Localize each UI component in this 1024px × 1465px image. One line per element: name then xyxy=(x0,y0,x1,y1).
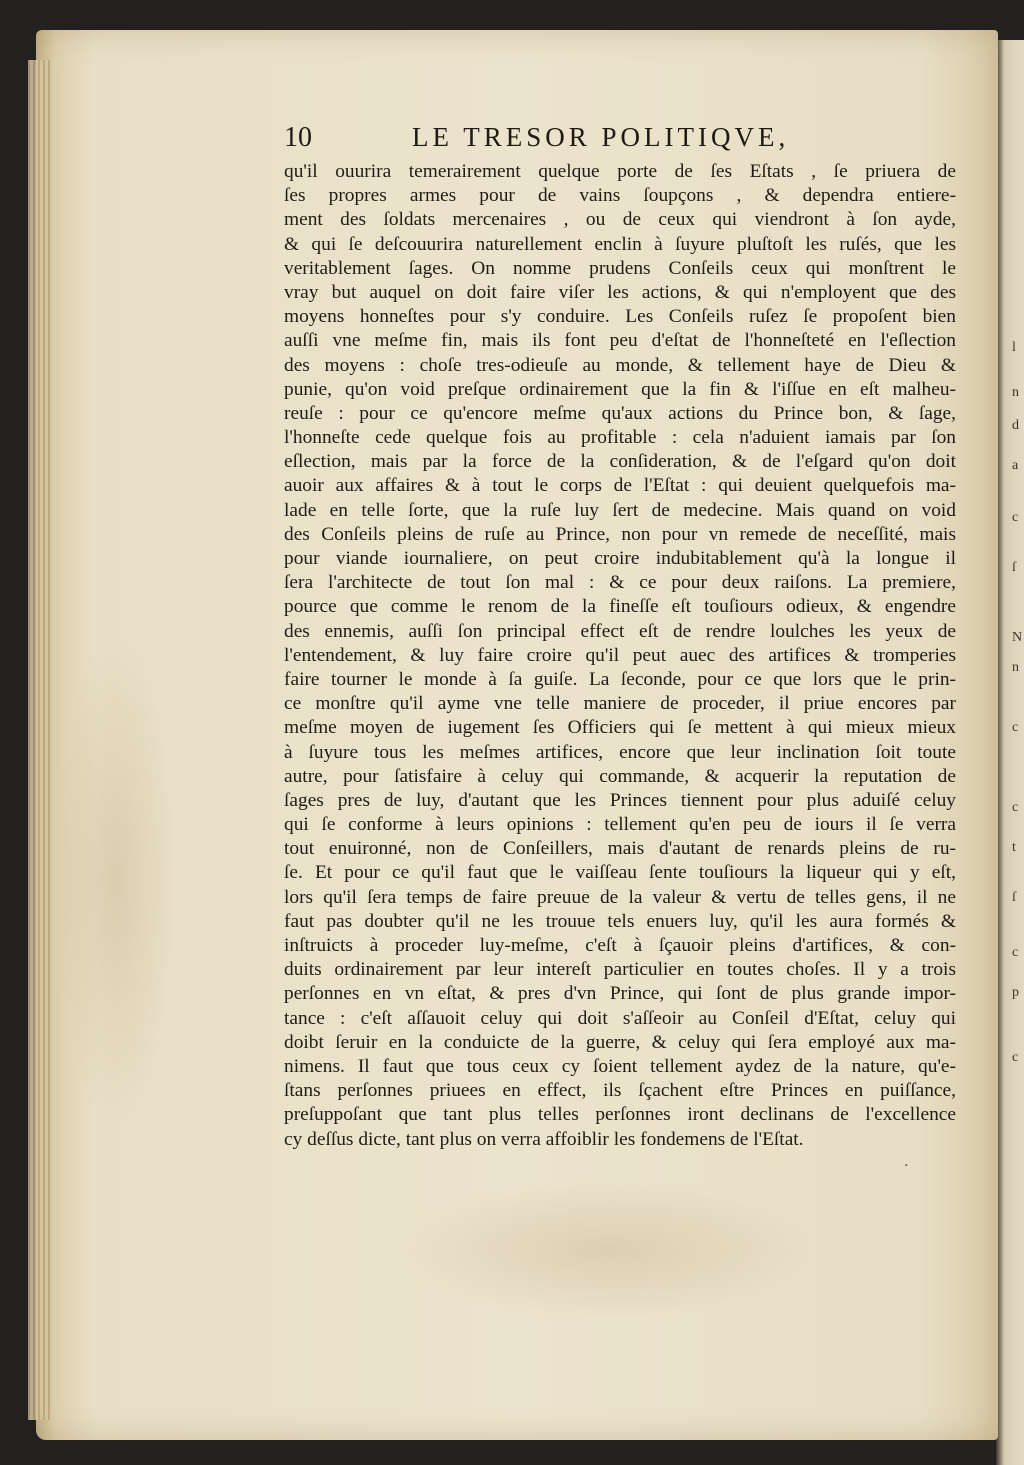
text-line: ſera l'architecte de tout ſon mal : & ce pour deux raiſons. La premiere, xyxy=(284,572,956,594)
text-line: ſtans perſonnes priuees en effect, ils ſçachent eſtre Princes en puiſſance, xyxy=(284,1080,956,1102)
margin-letter: n xyxy=(1012,660,1019,675)
margin-letter: c xyxy=(1012,945,1019,960)
margin-letter: p xyxy=(1012,985,1019,1000)
text-line: tout enuironné, non de Conſeillers, mais d'autant de renards pleins de ru- xyxy=(284,838,956,860)
text-line: inſtruicts à proceder luy-meſme, c'eſt à ſçauoir pleins d'artifices, & con- xyxy=(284,935,956,956)
text-line: reuſe : pour ce qu'encore meſme qu'aux actions du Prince bon, & ſage, xyxy=(284,402,956,424)
margin-letter: c xyxy=(1012,720,1019,735)
text-line: autre, pour ſatisfaire à celuy qui commande, & acquerir la reputation de xyxy=(284,765,956,787)
text-line: ſages pres de luy, d'autant que les Princes tiennent pour plus aduiſé celuy xyxy=(284,789,956,811)
text-line: qu'il ouurira temerairement quelque porte de ſes Eſtats , ſe priuera de xyxy=(284,161,956,182)
text-line: qui ſe conforme à leurs opinions : tellement qu'en peu de iours il ſe verra xyxy=(284,814,956,836)
paper-stain xyxy=(396,1180,816,1320)
margin-letter: l xyxy=(1012,340,1016,355)
margin-letter: N xyxy=(1012,630,1023,645)
text-line: des moyens : choſe tres-odieuſe au monde, & tellement haye de Dieu & xyxy=(284,354,956,376)
text-line: veritablement ſages. On nomme prudens Conſeils ceux qui monſtrent le xyxy=(284,257,956,279)
margin-letter: a xyxy=(1012,458,1019,473)
text-line: lade en telle ſorte, que la ruſe luy ſert de medecine. Mais quand on void xyxy=(284,499,956,521)
text-line: ment des ſoldats mercenaires , ou de ceux qui viendront à ſon ayde, xyxy=(284,209,956,231)
text-line: l'honneſte cede quelque fois au profitable : cela n'aduient iamais par ſon xyxy=(284,427,956,449)
facing-page-edge xyxy=(996,40,1024,1465)
text-line: vray but auquel on doit faire viſer les actions, & qui n'employent que des xyxy=(284,281,956,303)
ink-mark-icon: · xyxy=(904,1158,909,1174)
text-line: moyens honneſtes pour s'y conduire. Les Conſeils ruſez ſe propoſent bien xyxy=(284,306,956,328)
margin-letter: c xyxy=(1012,510,1019,525)
margin-letter: n xyxy=(1012,385,1019,400)
text-line: auſſi vne meſme fin, mais ils font peu d'eſtat de l'honneſteté en l'eſlection xyxy=(284,330,956,352)
text-line: l'entendement, & luy faire croire qu'il peut auec des artifices & tromperies xyxy=(284,644,956,666)
body-text xyxy=(284,160,956,1152)
text-line: ſe. Et pour ce qu'il faut que le vaiſſeau ſente touſiours la liqueur qui y eſt, xyxy=(284,862,956,884)
page-number: 10 xyxy=(284,122,312,153)
text-line: & qui ſe deſcouurira naturellement enclin à ſuyure pluſtoſt les ruſés, que les xyxy=(284,233,956,255)
text-line: des Conſeils pleins de ruſe au Prince, non pour vn remede de neceſſité, mais xyxy=(284,523,956,545)
text-line: nimens. Il faut que tous ceux cy ſoient tellement aydez de la nature, qu'e- xyxy=(284,1055,956,1077)
page-header xyxy=(0,122,1024,162)
text-line: ce monſtre qu'il ayme vne telle maniere de proceder, il priue encores par xyxy=(284,693,956,715)
margin-letter: ſ xyxy=(1012,890,1016,905)
text-line: pour viande iournaliere, on peut croire indubitablement qu'à la longue il xyxy=(284,548,956,569)
text-line: des ennemis, auſſi ſon principal effect eſt de rendre loulches les yeux de xyxy=(284,620,956,642)
margin-letter: c xyxy=(1012,1050,1019,1065)
text-line: faire tourner le monde à ſa guiſe. La ſeconde, pour ce que lors que le prin- xyxy=(284,668,956,690)
text-line: faut pas doubter qu'il ne les trouue tels enuers luy, qu'il les aura formés & xyxy=(284,910,956,932)
text-line: eſlection, mais par la force de la conſideration, & de l'eſgard qu'on doit xyxy=(284,451,956,473)
text-line: lors qu'il ſera temps de faire preuue de la valeur & vertu de telles gens, il ne xyxy=(284,886,956,908)
text-line: auoir aux affaires & à tout le corps de l'Eſtat : qui deuient quelquefois ma- xyxy=(284,475,956,497)
running-title: LE TRESOR POLITIQVE, xyxy=(412,122,790,152)
text-line: meſme moyen de iugement ſes Officiers qui ſe mettent à qui mieux mieux xyxy=(284,717,956,739)
margin-letter: c xyxy=(1012,800,1019,815)
text-line: à ſuyure tous les meſmes artifices, encore que leur inclination ſoit toute xyxy=(284,741,956,763)
page-edge-gutter xyxy=(28,60,50,1420)
paper-stain xyxy=(56,630,176,1130)
text-line: tance : c'eſt aſſauoit celuy qui doit s'aſſeoir au Conſeil d'Eſtat, celuy qui xyxy=(284,1007,956,1029)
text-line: doibt ſeruir en la conduicte de la guerre, & celuy qui ſera employé aux ma- xyxy=(284,1031,956,1053)
text-line: duits ordinairement par leur intereſt particulier en toutes choſes. Il y a trois xyxy=(284,959,956,981)
text-line: punie, qu'on void preſque ordinairement que la fin & l'iſſue en eſt malheu- xyxy=(284,378,956,400)
margin-letter: d xyxy=(1012,418,1019,433)
margin-letter: ſ xyxy=(1012,560,1016,575)
text-line: preſuppoſant que tant plus telles perſonnes iront declinans de l'excellence xyxy=(284,1104,956,1126)
text-line: ſes propres armes pour de vains ſoupçons , & dependra entiere- xyxy=(284,185,956,207)
text-line: pource que comme le renom de la fineſſe eſt touſiours odieux, & engendre xyxy=(284,596,956,618)
text-line: perſonnes en vn eſtat, & pres d'vn Prince, qui ſont de plus grande impor- xyxy=(284,983,956,1005)
text-line: cy deſſus dicte, tant plus on verra affoiblir les fondemens de l'Eſtat. xyxy=(284,1128,804,1150)
margin-letter: t xyxy=(1012,840,1016,855)
